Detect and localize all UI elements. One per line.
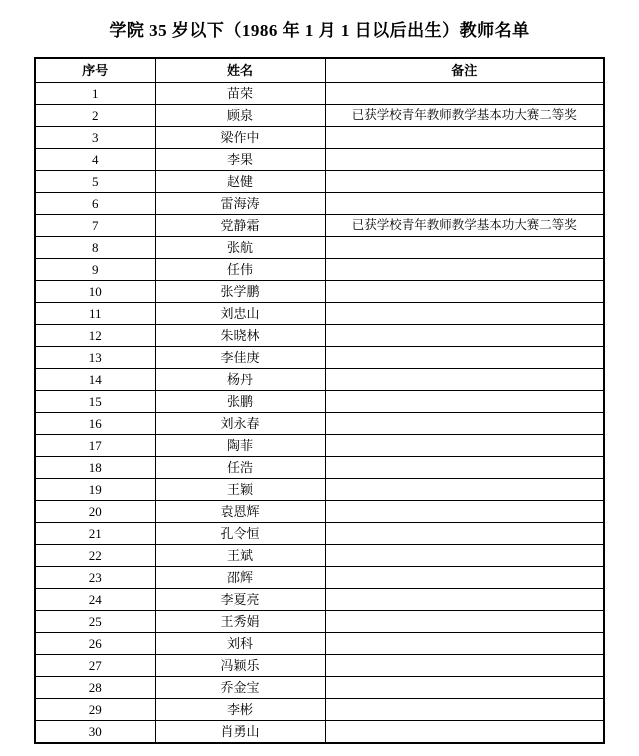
table-header-row [35,58,604,83]
teacher-name-cell: 苗荣 [155,83,325,105]
table-row [35,677,604,699]
teacher-name-cell: 袁恩辉 [155,501,325,523]
remark-cell [325,677,604,699]
table-row [35,171,604,193]
remark-cell [325,347,604,369]
teacher-name-cell: 李彬 [155,699,325,721]
table-row [35,523,604,545]
remark-cell [325,149,604,171]
remark-cell [325,281,604,303]
teacher-name-cell: 党静霜 [155,215,325,237]
teacher-name-cell: 梁作中 [155,127,325,149]
serial-number-cell: 8 [35,237,155,259]
table-row [35,501,604,523]
serial-number-cell: 5 [35,171,155,193]
teacher-name-cell: 李佳庚 [155,347,325,369]
teacher-name-cell: 张航 [155,237,325,259]
table-row [35,127,604,149]
serial-number-cell: 30 [35,721,155,744]
remark-cell [325,655,604,677]
table-row [35,237,604,259]
teacher-name-cell: 张鹏 [155,391,325,413]
table-row [35,633,604,655]
teacher-roster-table [34,57,605,744]
serial-number-cell: 22 [35,545,155,567]
teacher-name-cell: 乔金宝 [155,677,325,699]
serial-number-cell: 1 [35,83,155,105]
teacher-name-cell: 邵辉 [155,567,325,589]
teacher-name-cell: 顾泉 [155,105,325,127]
remark-cell: 已获学校青年教师教学基本功大赛二等奖 [325,215,604,237]
remark-cell [325,237,604,259]
serial-number-cell: 6 [35,193,155,215]
table-row [35,479,604,501]
serial-number-cell: 25 [35,611,155,633]
remark-cell [325,193,604,215]
serial-number-cell: 11 [35,303,155,325]
table-row [35,347,604,369]
serial-number-cell: 4 [35,149,155,171]
table-row [35,325,604,347]
serial-number-cell: 20 [35,501,155,523]
table-row [35,83,604,105]
serial-number-cell: 9 [35,259,155,281]
remark-cell [325,567,604,589]
serial-number-cell: 16 [35,413,155,435]
remark-cell [325,523,604,545]
teacher-name-cell: 张学鹏 [155,281,325,303]
table-row [35,259,604,281]
remark-cell [325,721,604,744]
serial-number-cell: 2 [35,105,155,127]
remark-cell: 已获学校青年教师教学基本功大赛二等奖 [325,105,604,127]
teacher-name-cell: 孔令恒 [155,523,325,545]
remark-cell [325,699,604,721]
document-title: 学院 35 岁以下（1986 年 1 月 1 日以后出生）教师名单 [109,21,530,40]
remark-cell [325,413,604,435]
serial-number-cell: 13 [35,347,155,369]
remark-cell [325,435,604,457]
teacher-name-cell: 任浩 [155,457,325,479]
teacher-name-cell: 李夏亮 [155,589,325,611]
serial-number-cell: 17 [35,435,155,457]
table-row [35,457,604,479]
table-row [35,193,604,215]
serial-number-cell: 26 [35,633,155,655]
remark-cell [325,479,604,501]
teacher-name-cell: 肖勇山 [155,721,325,744]
teacher-name-cell: 冯颖乐 [155,655,325,677]
remark-cell [325,391,604,413]
table-row [35,435,604,457]
table-row [35,699,604,721]
teacher-name-cell: 王斌 [155,545,325,567]
teacher-name-cell: 雷海涛 [155,193,325,215]
remark-cell [325,611,604,633]
teacher-name-cell: 刘忠山 [155,303,325,325]
column-header-name: 姓名 [155,58,325,83]
column-header-remark: 备注 [325,58,604,83]
table-row [35,149,604,171]
table-row [35,611,604,633]
teacher-name-cell: 陶菲 [155,435,325,457]
serial-number-cell: 15 [35,391,155,413]
serial-number-cell: 21 [35,523,155,545]
teacher-name-cell: 刘科 [155,633,325,655]
remark-cell [325,545,604,567]
serial-number-cell: 29 [35,699,155,721]
serial-number-cell: 14 [35,369,155,391]
table-row [35,215,604,237]
serial-number-cell: 27 [35,655,155,677]
table-row [35,567,604,589]
remark-cell [325,369,604,391]
serial-number-cell: 3 [35,127,155,149]
teacher-name-cell: 王秀娟 [155,611,325,633]
serial-number-cell: 19 [35,479,155,501]
remark-cell [325,171,604,193]
table-row [35,369,604,391]
teacher-name-cell: 朱晓林 [155,325,325,347]
teacher-name-cell: 李果 [155,149,325,171]
table-row [35,721,604,744]
table-row [35,281,604,303]
remark-cell [325,303,604,325]
column-header-serial-number: 序号 [35,58,155,83]
remark-cell [325,325,604,347]
remark-cell [325,501,604,523]
remark-cell [325,259,604,281]
remark-cell [325,457,604,479]
teacher-name-cell: 王颖 [155,479,325,501]
serial-number-cell: 18 [35,457,155,479]
table-row [35,545,604,567]
teacher-name-cell: 任伟 [155,259,325,281]
table-row [35,303,604,325]
serial-number-cell: 24 [35,589,155,611]
serial-number-cell: 7 [35,215,155,237]
serial-number-cell: 10 [35,281,155,303]
table-body [35,83,604,744]
teacher-name-cell: 刘永春 [155,413,325,435]
remark-cell [325,83,604,105]
teacher-name-cell: 杨丹 [155,369,325,391]
table-row [35,655,604,677]
table-row [35,391,604,413]
table-row [35,589,604,611]
remark-cell [325,633,604,655]
table-row [35,413,604,435]
teacher-name-cell: 赵健 [155,171,325,193]
table-row [35,105,604,127]
remark-cell [325,127,604,149]
serial-number-cell: 28 [35,677,155,699]
serial-number-cell: 12 [35,325,155,347]
serial-number-cell: 23 [35,567,155,589]
remark-cell [325,589,604,611]
